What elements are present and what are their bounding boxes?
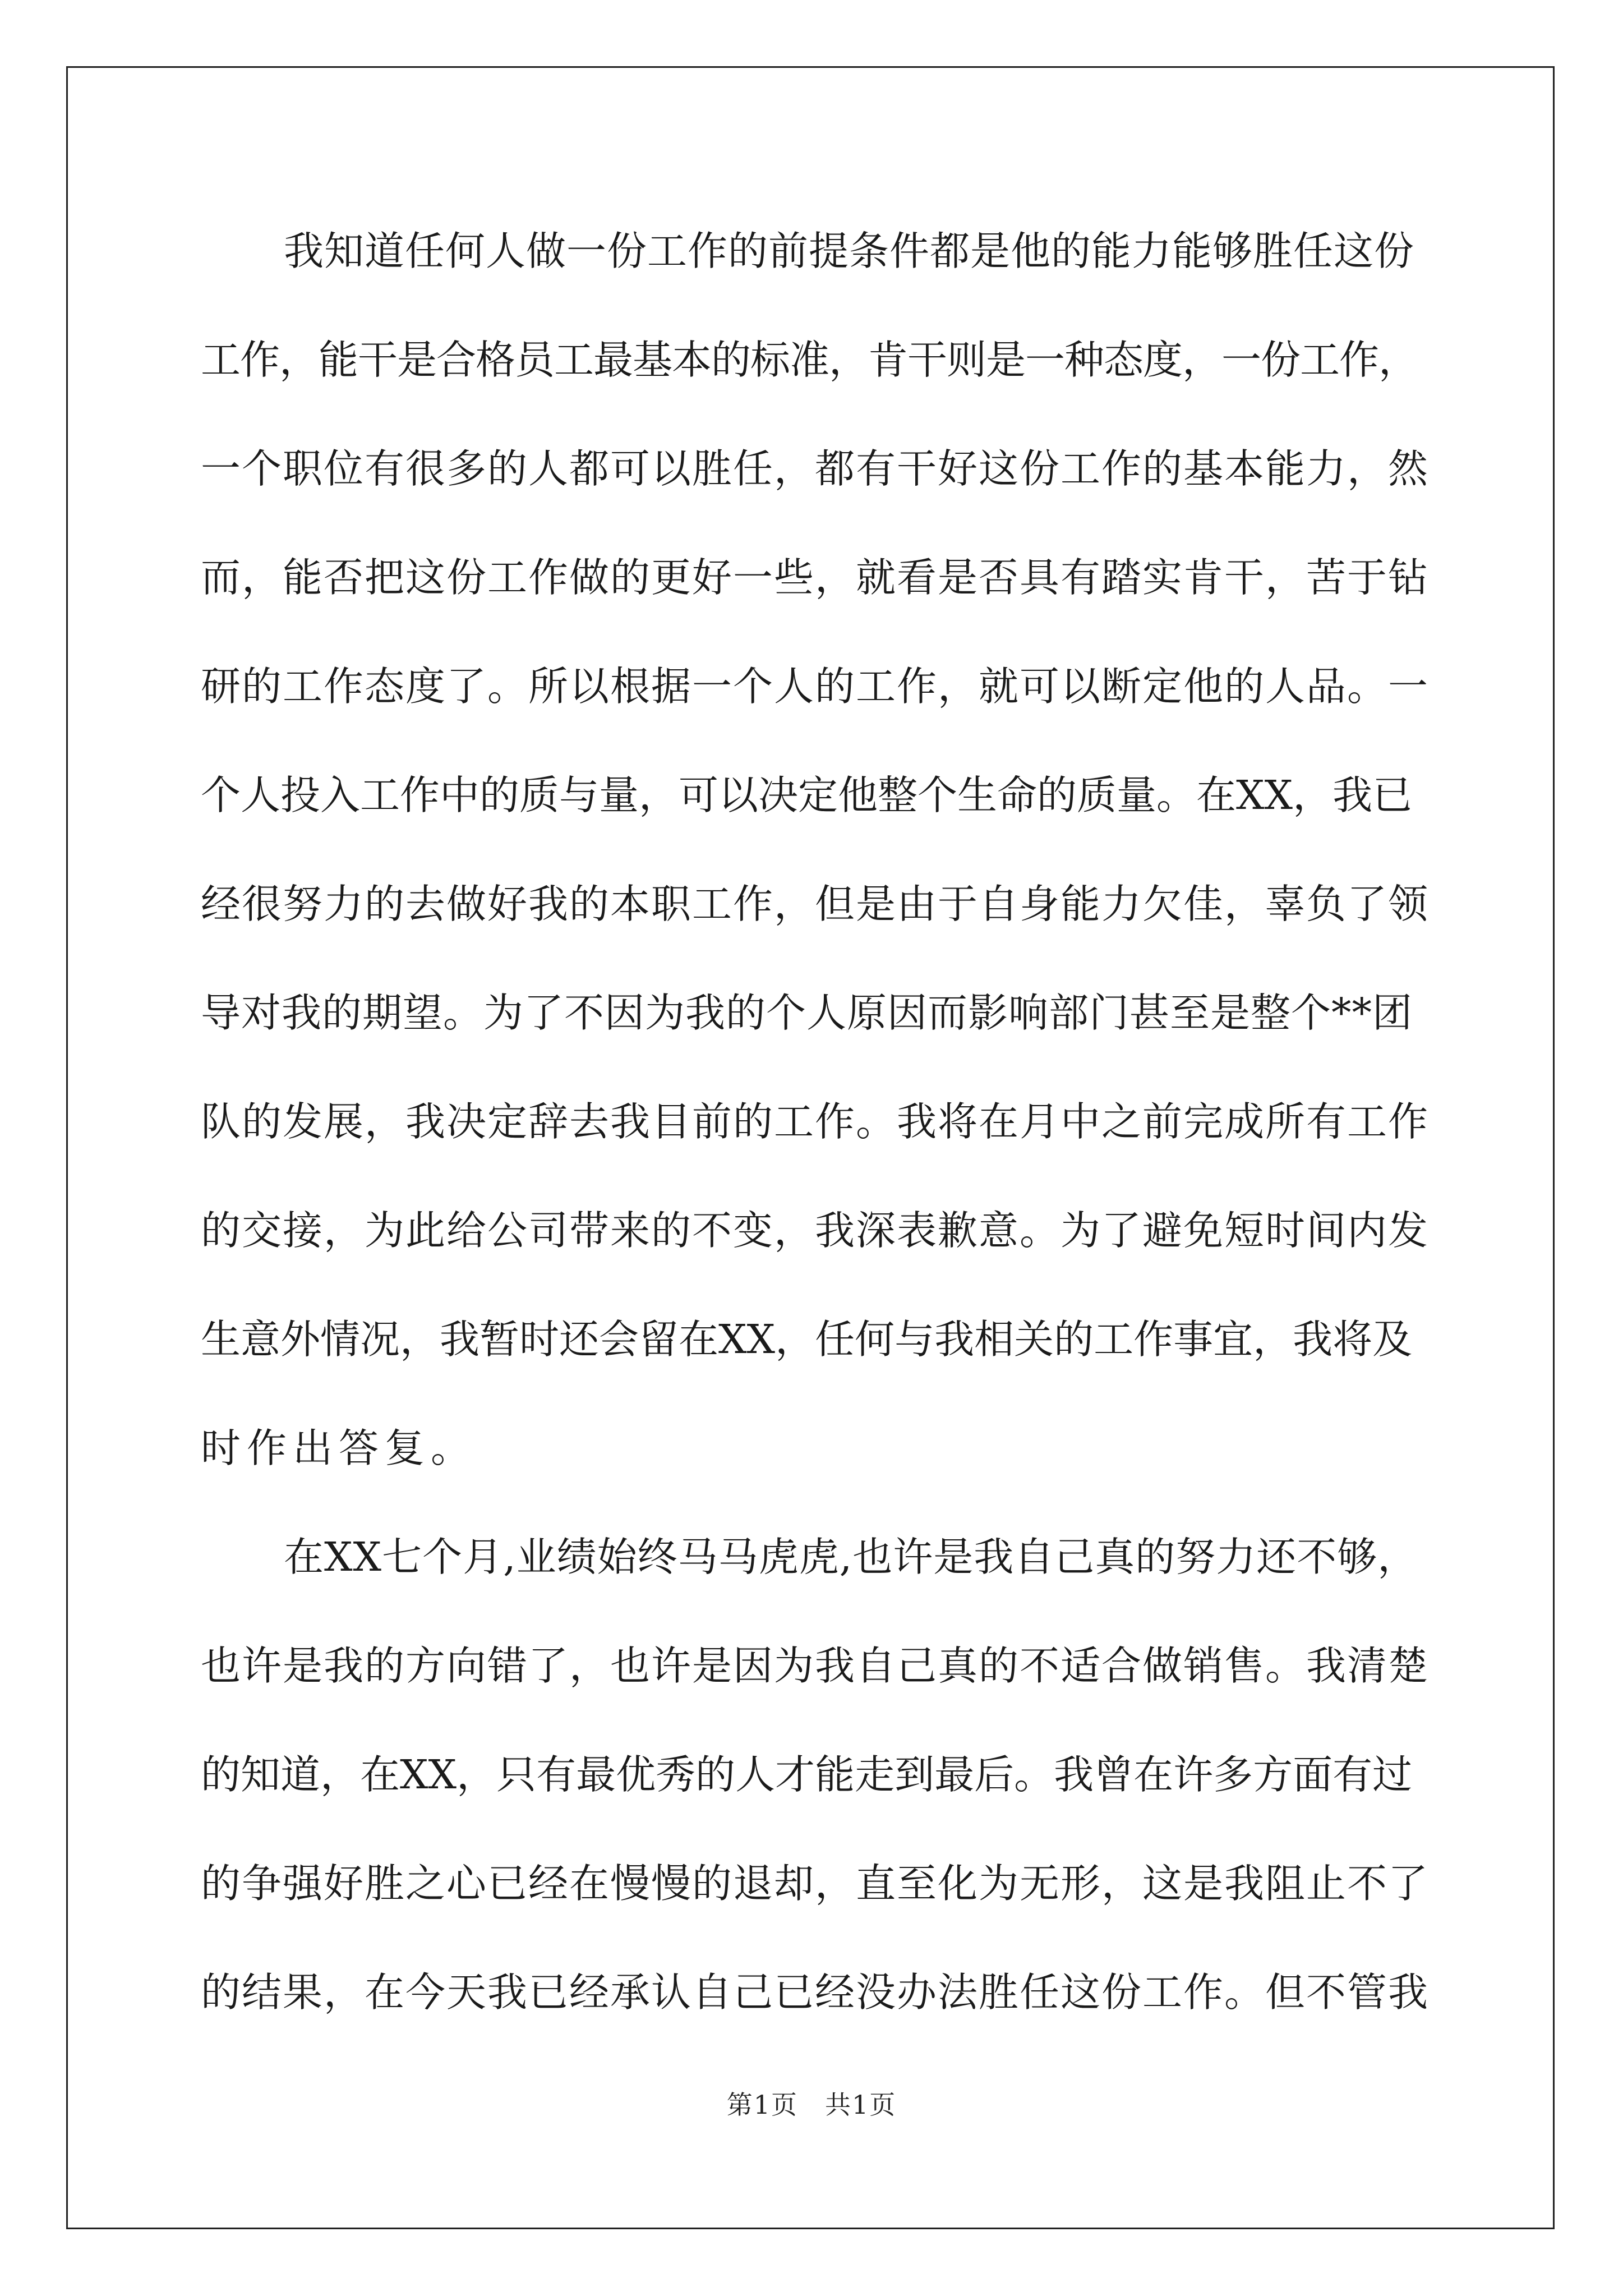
text-line: 队的发展，我决定辞去我目前的工作。我将在月中之前完成所有工作 (201, 1098, 1430, 1145)
text-line: 生意外情况，我暂时还会留在XX，任何与我相关的工作事宜，我将及 (201, 1316, 1413, 1363)
document-body (201, 219, 1429, 2069)
paragraph-1 (201, 219, 1429, 1525)
text-line: 工作，能干是合格员工最基本的标准，肯干则是一种态度，一份工作， (201, 337, 1418, 383)
text-line: 导对我的期望。为了不因为我的个人原因而影响部门甚至是整个**团 (201, 990, 1413, 1036)
text-line: 时作出答复。 (201, 1425, 477, 1471)
text-line: 经很努力的去做好我的本职工作，但是由于自身能力欠佳，辜负了领 (201, 881, 1430, 927)
text-line: 也许是我的方向错了，也许是因为我自己真的不适合做销售。我清楚 (201, 1642, 1430, 1689)
text-line: 的结果，在今天我已经承认自己已经没办法胜任这份工作。但不管我 (201, 1969, 1430, 2016)
text-line: 一个职位有很多的人都可以胜任，都有干好这份工作的基本能力，然 (201, 445, 1430, 492)
page-number-footer: 第1页 共1页 (726, 2090, 897, 2120)
paragraph-2 (201, 1525, 1429, 2069)
text-line: 我知道任何人做一份工作的前提条件都是他的能力能够胜任这份 (284, 228, 1415, 274)
text-line: 在XX七个月,业绩始终马马虎虎,也许是我自己真的努力还不够， (284, 1534, 1418, 1580)
text-line: 而，能否把这份工作做的更好一些，就看是否具有踏实肯干，苦于钻 (201, 554, 1430, 601)
text-line: 的交接，为此给公司带来的不变，我深表歉意。为了避免短时间内发 (201, 1207, 1430, 1254)
text-line: 研的工作态度了。所以根据一个人的工作，就可以断定他的人品。一 (201, 663, 1430, 710)
text-line: 的争强好胜之心已经在慢慢的退却，直至化为无形，这是我阻止不了 (201, 1860, 1430, 1907)
text-line: 的知道，在XX，只有最优秀的人才能走到最后。我曾在许多方面有过 (201, 1751, 1413, 1798)
text-line: 个人投入工作中的质与量，可以决定他整个生命的质量。在XX，我已 (201, 772, 1413, 818)
